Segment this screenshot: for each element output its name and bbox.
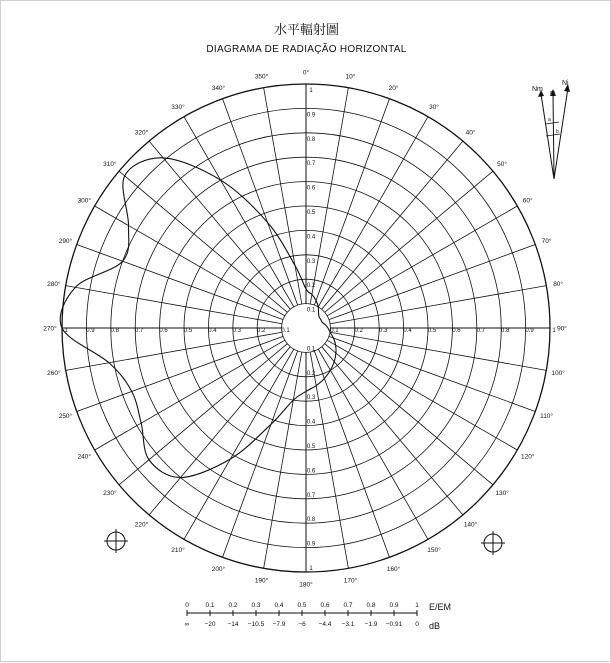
spoke-40 [322, 141, 463, 309]
registration-mark-right-icon [481, 531, 505, 555]
angle-label-210: 210° [171, 547, 185, 555]
spoke-200 [223, 351, 298, 557]
angle-label-90: 90° [557, 325, 567, 333]
angle-label-10: 10° [345, 73, 356, 81]
spoke-230 [119, 344, 287, 485]
tick-left-0.2: 0.2 [257, 328, 266, 334]
north-arrow-icon [532, 80, 570, 179]
tick-top-0.9: 0.9 [306, 112, 316, 119]
tick-top-0.8: 0.8 [306, 136, 316, 143]
tick-left-0.6: 0.6 [159, 328, 168, 334]
tick-right-0.7: 0.7 [476, 328, 485, 334]
tick-bottom-0.4: 0.4 [306, 419, 316, 426]
tick-left-0.4: 0.4 [208, 328, 217, 334]
tick-left-0.3: 0.3 [232, 328, 241, 334]
spoke-140 [322, 347, 463, 515]
angle-label-280: 280° [47, 281, 61, 289]
tick-right-0.3: 0.3 [379, 328, 388, 334]
spoke-160 [314, 351, 389, 557]
spoke-20 [314, 99, 389, 305]
tick-right-0.5: 0.5 [427, 328, 437, 334]
tick-left-0.5: 0.5 [183, 328, 193, 334]
tick-right-0.9: 0.9 [525, 328, 534, 334]
spoke-70 [329, 245, 535, 320]
tick-right-0.6: 0.6 [452, 328, 461, 334]
angle-label-100: 100° [551, 369, 565, 377]
tick-bottom-0.3: 0.3 [306, 395, 316, 402]
scale-db-tick-0: ∞ [184, 621, 190, 628]
tick-right-0.1: 0.1 [330, 328, 339, 334]
north-label-b: b [556, 129, 559, 135]
spoke-170 [310, 352, 348, 568]
angle-label-220: 220° [134, 521, 149, 529]
tick-right-0.2: 0.2 [354, 328, 363, 334]
angle-label-70: 70° [541, 237, 552, 245]
scale-db-tick-10: 0 [415, 621, 419, 628]
spoke-110 [329, 336, 535, 411]
tick-bottom-0.8: 0.8 [306, 517, 316, 524]
scale-db-tick-4: −7.9 [272, 621, 286, 628]
angle-label-320: 320° [134, 129, 149, 137]
north-label-ni: Ni [562, 80, 569, 87]
tick-top-0.2: 0.2 [306, 283, 316, 290]
angle-label-30: 30° [429, 103, 439, 111]
chart-title: DIAGRAMA DE RADIAÇÃO HORIZONTAL [206, 44, 407, 55]
spoke-330 [184, 117, 294, 307]
angle-label-350: 350° [254, 73, 269, 81]
tick-top-0.7: 0.7 [306, 161, 316, 168]
chart-title-chinese: 水平輻射圖 [273, 23, 339, 38]
scale-db-tick-5: −6 [298, 621, 306, 628]
scale-e-tick-6: 0.6 [320, 602, 330, 609]
spoke-280 [66, 286, 282, 324]
angle-label-60: 60° [522, 197, 533, 205]
north-label-a: a [548, 117, 551, 123]
tick-left-0.7: 0.7 [135, 328, 144, 334]
angle-label-240: 240° [77, 453, 92, 461]
angle-label-290: 290° [58, 237, 73, 245]
spoke-340 [223, 99, 298, 305]
tick-top-0.5: 0.5 [306, 210, 316, 216]
spoke-310 [119, 171, 287, 312]
angle-label-230: 230° [103, 490, 117, 498]
tick-left-1: 1 [64, 328, 68, 334]
angle-label-250: 250° [58, 413, 73, 421]
angle-label-200: 200° [211, 566, 226, 574]
scale-e-tick-3: 0.3 [251, 602, 261, 609]
angle-label-180: 180° [299, 581, 313, 589]
north-label-nm: Nm [532, 86, 543, 93]
scale-e-tick-0: 0 [185, 602, 189, 609]
scale-db-tick-1: −20 [204, 621, 216, 628]
scale-db-tick-6: −4.4 [318, 621, 332, 628]
spoke-10 [310, 88, 348, 304]
scale-e-tick-2: 0.2 [228, 602, 238, 609]
angle-label-160: 160° [386, 566, 401, 574]
tick-top-0.4: 0.4 [306, 234, 316, 241]
scale-db-tick-9: −0.91 [385, 621, 403, 628]
spoke-350 [264, 88, 302, 304]
tick-bottom-1: 1 [309, 566, 313, 572]
spoke-240 [95, 340, 285, 450]
scale-e-tick-9: 0.9 [389, 602, 399, 609]
scale-e-tick-8: 0.8 [366, 602, 376, 609]
spoke-290 [77, 245, 283, 320]
angle-label-310: 310° [103, 160, 117, 168]
radial-tick-labels [64, 88, 556, 572]
spoke-150 [318, 349, 428, 539]
angle-label-150: 150° [427, 547, 441, 555]
angle-label-260: 260° [47, 369, 61, 377]
tick-top-0.6: 0.6 [306, 185, 316, 192]
tick-top-0.3: 0.3 [306, 258, 316, 265]
pattern-curve [60, 158, 336, 478]
spoke-250 [77, 336, 283, 411]
scale-e-tick-5: 0.5 [297, 602, 307, 609]
angle-label-130: 130° [495, 490, 509, 498]
scale-e-label: E/EM [429, 602, 452, 612]
angle-label-190: 190° [254, 577, 269, 585]
scale-e-tick-10: 1 [415, 602, 419, 609]
spoke-120 [327, 340, 517, 450]
spoke-190 [264, 352, 302, 568]
angle-label-330: 330° [171, 103, 185, 111]
scale-db-tick-8: −1.9 [364, 621, 378, 628]
scale-e-tick-4: 0.4 [274, 602, 284, 609]
angle-label-20: 20° [388, 84, 399, 92]
angle-label-300: 300° [77, 197, 92, 205]
spoke-220 [149, 347, 290, 515]
tick-left-0.1: 0.1 [281, 328, 290, 334]
spoke-210 [184, 349, 294, 539]
scale-db-tick-2: −14 [227, 621, 239, 628]
angle-label-50: 50° [497, 160, 508, 168]
tick-bottom-0.1: 0.1 [306, 346, 316, 353]
tick-bottom-0.6: 0.6 [306, 468, 316, 475]
scale-db-tick-3: −10.5 [247, 621, 265, 628]
spoke-50 [325, 171, 493, 312]
angle-label-0: 0° [302, 69, 310, 77]
scale-e-tick-7: 0.7 [343, 602, 353, 609]
tick-left-0.8: 0.8 [110, 328, 119, 334]
spoke-130 [325, 344, 493, 485]
tick-top-0.1: 0.1 [306, 307, 316, 314]
angle-label-340: 340° [211, 84, 226, 92]
tick-right-1: 1 [552, 328, 556, 334]
scale-bar [185, 602, 451, 631]
spoke-30 [318, 117, 428, 307]
spoke-60 [327, 206, 517, 316]
spoke-100 [330, 332, 546, 370]
tick-top-1: 1 [309, 88, 313, 94]
angle-label-120: 120° [520, 453, 535, 461]
tick-bottom-0.2: 0.2 [306, 370, 316, 377]
north-label-n: N [550, 91, 556, 98]
tick-bottom-0.9: 0.9 [306, 541, 316, 548]
scale-e-tick-1: 0.1 [205, 602, 215, 609]
tick-bottom-0.7: 0.7 [306, 492, 316, 499]
scale-db-tick-7: −3.1 [341, 621, 355, 628]
spoke-260 [66, 332, 282, 370]
angle-label-40: 40° [465, 129, 476, 137]
angle-label-170: 170° [343, 577, 358, 585]
angle-label-270: 270° [43, 325, 57, 333]
angle-label-140: 140° [463, 521, 478, 529]
pattern-series [60, 158, 336, 478]
angle-label-110: 110° [540, 413, 554, 421]
tick-right-0.8: 0.8 [501, 328, 510, 334]
tick-bottom-0.5: 0.5 [306, 444, 316, 450]
spoke-80 [330, 286, 546, 324]
scale-db-label: dB [429, 621, 441, 631]
tick-right-0.4: 0.4 [403, 328, 412, 334]
registration-mark-left-icon [104, 529, 128, 553]
polar-chart [1, 1, 611, 663]
tick-left-0.9: 0.9 [86, 328, 95, 334]
angle-label-80: 80° [553, 281, 564, 289]
